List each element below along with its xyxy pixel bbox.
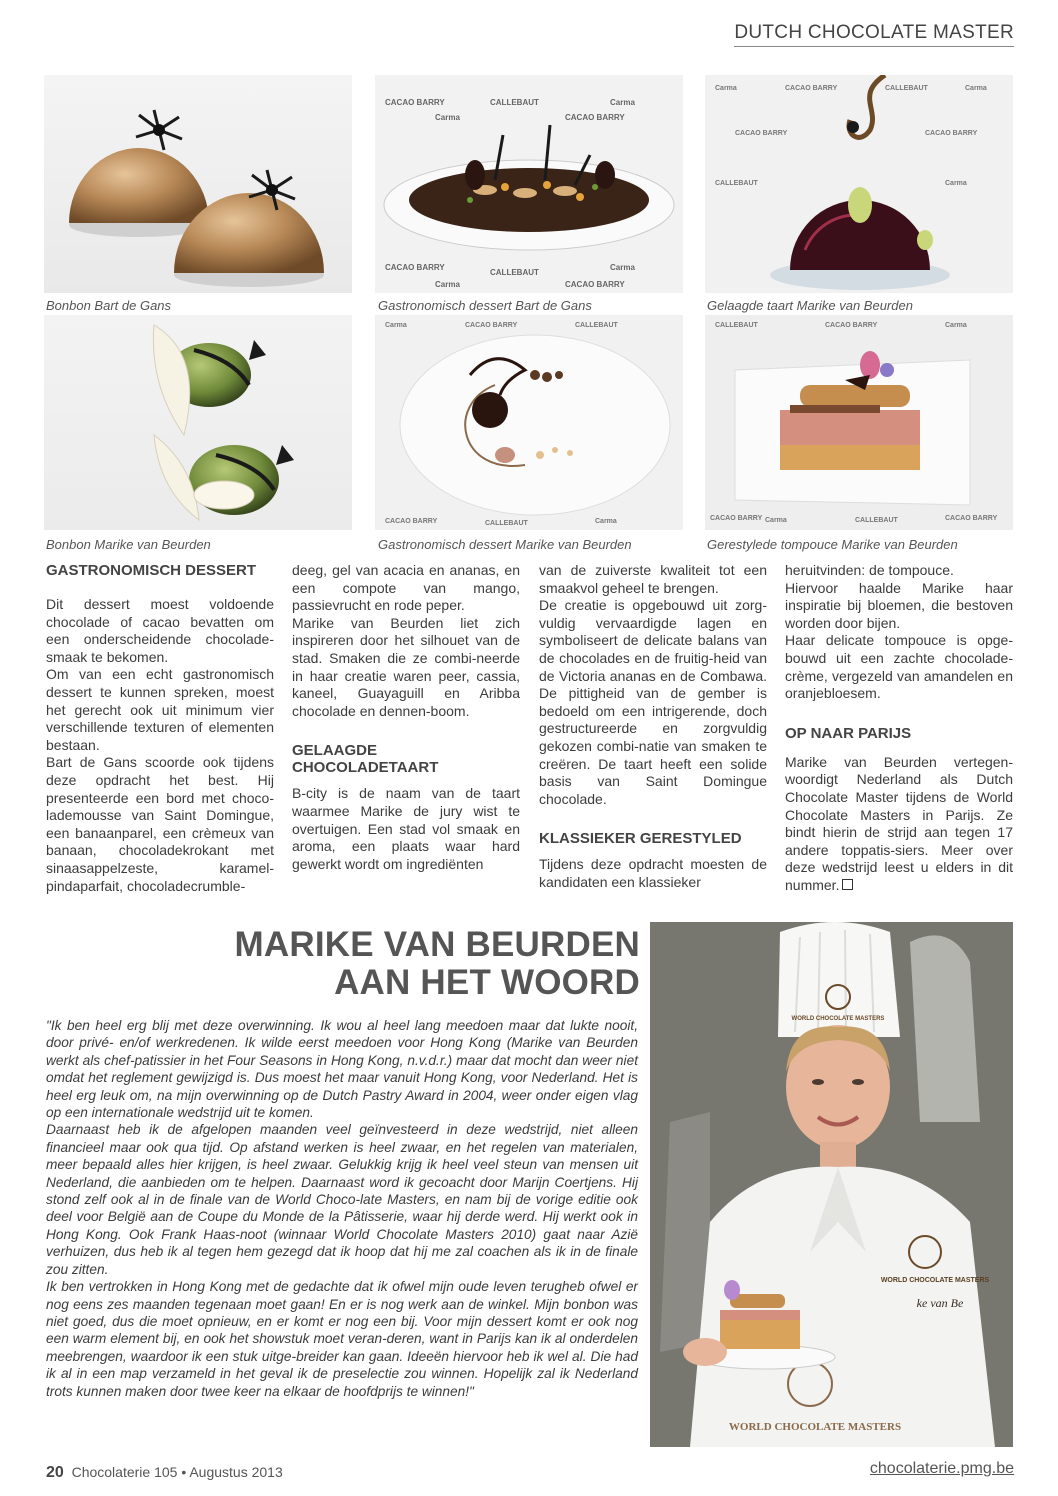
heading-gastronomisch-dessert: GASTRONOMISCH DESSERT [46, 562, 257, 579]
caption-taart-marike: Gelaagde taart Marike van Beurden [707, 298, 913, 313]
svg-text:Carma: Carma [435, 280, 460, 289]
heading-klassieker-gerestyled: KLASSIEKER GERESTYLED [539, 830, 742, 848]
svg-text:CACAO BARRY: CACAO BARRY [385, 263, 445, 272]
svg-text:CACAO BARRY: CACAO BARRY [825, 322, 878, 329]
paragraph: Haar delicate tompouce is opge-bouwd uit een zachte chocolade-crème, vergezeld van amandelen en oranjebloesem. [785, 632, 1013, 702]
svg-text:Carma: Carma [610, 98, 635, 107]
paragraph: heruitvinden: de tompouce. [785, 562, 954, 578]
svg-text:Carma: Carma [945, 322, 967, 329]
svg-text:Carma: Carma [435, 113, 460, 122]
page-footer-left [46, 1464, 283, 1482]
svg-text:CACAO BARRY: CACAO BARRY [565, 280, 625, 289]
caption-dessert-bart: Gastronomisch dessert Bart de Gans [378, 298, 592, 313]
photo-dessert-marike [375, 315, 683, 530]
paragraph: De creatie is opgebouwd uit zorg-vuldig vervaardigde lagen en symboliseert de delicate balans van de chocolades en de fruitig-heid van de Victoria ananas en de Combawa. De pittigheid van de gember is bedoeld om een intrigerende, doch gestructureerde en zorgvuldig gekozen combi-natie van smaken te creëren. De taart heeft een solide basis van Saint Domingue chocolade. [539, 597, 767, 807]
paragraph-text: Marike van Beurden vertegen-woordigt Nederland als Dutch Chocolate Master tijdens de World Chocolate Masters in Parijs. Ze bindt hierin de strijd aan tegen 17 andere toppatis-siers. Meer over deze wedstrijd leest u elders in dit nummer. [785, 753, 1013, 893]
paragraph: van de zuiverste kwaliteit tot een smaakvol geheel te brengen. [539, 562, 767, 596]
quote-paragraph: Daarnaast heb ik de afgelopen maanden veel geïnvesteerd in deze wedstrijd, niet alleen financieel maar ook qua tijd. Op afstand werken is heel zwaar, en het regelen van materialen, meer bepaald alles hier krijgen, is heel zwaar. Gelukkig krijg ik heel veel steun van mensen uit Nederland, die aanbieden om te helpen. Daarnaast word ik gecoacht door Marijn Coertjens. Hij stond zelf ook al in de finale van de World Choco-late Masters, en nam bij de vorige editie ook deel voor België aan de Coupe du Monde de la Pâtisserie, waar hij derde werd. Hij werkt ook in Hong Kong. Ook Frank Haas-noot (winnaar World Chocolate Masters 2010) gaat naar Azië verhuizen, dus heb ik al tegen hem gezegd dat ik hoop dat hij me zal coachen als ik in de finale zou zitten. [46, 1122, 638, 1277]
paragraph: B-city is de naam van de taart waarmee Marike de jury wist te overtuigen. Een stad vol smaak en aroma, een plaats waar hard gewerkt wordt om ingrediënten [292, 785, 520, 872]
feature-title-line-1: MARIKE VAN BEURDEN [234, 925, 640, 964]
paragraph: Marike van Beurden liet zich inspireren door het silhouet van de stad. Smaken die ze combi-neerde in haar creatie waren peer, cassia, kaneel, Guayaguill en Aribba chocolade en dennen-boom. [292, 614, 520, 719]
photo-bonbon-marike [44, 315, 352, 530]
svg-text:Carma: Carma [715, 85, 737, 92]
section-header: DUTCH CHOCOLATE MASTER [734, 22, 1014, 47]
paragraph: Om van een echt gastronomisch dessert te kunnen spreken, moest het gerecht ook uit minimum vier verschillende texturen of elementen bestaan. [46, 666, 274, 753]
article-column-2 [292, 562, 520, 873]
svg-text:CACAO BARRY: CACAO BARRY [785, 85, 838, 92]
svg-text:CALLEBAUT: CALLEBAUT [885, 85, 928, 92]
paragraph: deeg, gel van acacia en ananas, en een compote van mango, passievrucht en rode peper. [292, 562, 520, 614]
svg-text:CACAO BARRY: CACAO BARRY [565, 113, 625, 122]
svg-text:CALLEBAUT: CALLEBAUT [855, 517, 898, 524]
svg-text:Carma: Carma [595, 518, 617, 525]
jacket-logo-text: WORLD CHOCOLATE MASTERS [880, 1277, 990, 1284]
svg-text:CALLEBAUT: CALLEBAUT [715, 180, 758, 187]
article-column-1 [46, 562, 274, 895]
svg-text:CACAO BARRY: CACAO BARRY [465, 322, 518, 329]
page-number: 20 [46, 1464, 64, 1481]
svg-text:Carma: Carma [765, 517, 787, 524]
photo-bonbon-bart [44, 75, 352, 293]
paragraph: Hiervoor haalde Marike haar inspiratie bij bloemen, die bestoven worden door bijen. [785, 579, 1013, 631]
article-column-4 [785, 562, 1013, 895]
svg-text:CACAO BARRY: CACAO BARRY [945, 515, 998, 522]
interview-quote [46, 1017, 638, 1400]
portrait-marike-van-beurden [650, 922, 1013, 1447]
svg-text:CALLEBAUT: CALLEBAUT [490, 98, 539, 107]
svg-text:Carma: Carma [945, 180, 967, 187]
svg-text:CALLEBAUT: CALLEBAUT [490, 268, 539, 277]
svg-text:Carma: Carma [610, 263, 635, 272]
photo-tompouce-marike [705, 315, 1013, 530]
heading-gelaagde-chocoladetaart: GELAAGDE CHOCOLADETAART [292, 742, 439, 777]
quote-paragraph: Ik ben vertrokken in Hong Kong met de gedachte dat ik ofwel mijn oude leven terugheb ofwel er nog eens zes maanden tegenaan moet gaan! En er is nog werk aan de winkel. Mijn bonbon was niet goed, dus die moet opnieuw, en er komt er nog een bij. Voor mijn dessert komt er ook nog een warm element bij, en ook het showstuk moet veran-deren, want in Parijs kan ik al onderdelen meebrengen, waardoor ik een stuk uitge-breider kan gaan. Ideeën hiervoor heb ik wel al. Die had ik al in een map verzameld in het geval ik de preselectie zou winnen. Hopelijk zal ik Nederland trots kunnen maken door twee keer na elkaar de hoofdprijs te winnen!" [46, 1279, 638, 1399]
feature-title-line-2: AAN HET WOORD [334, 963, 640, 1002]
svg-text:Carma: Carma [385, 322, 407, 329]
svg-text:CACAO BARRY: CACAO BARRY [735, 130, 788, 137]
photo-dessert-bart [375, 75, 683, 293]
svg-text:CACAO BARRY: CACAO BARRY [925, 130, 978, 137]
caption-dessert-marike: Gastronomisch dessert Marike van Beurden [378, 537, 632, 552]
svg-text:CACAO BARRY: CACAO BARRY [385, 98, 445, 107]
paragraph: Tijdens deze opdracht moesten de kandidaten een klassieker [539, 856, 767, 890]
jacket-lower-logo-text: WORLD CHOCOLATE MASTERS [728, 1421, 902, 1433]
end-mark-icon [842, 879, 853, 890]
quote-paragraph: "Ik ben heel erg blij met deze overwinning. Ik wou al heel lang meedoen maar dat lukte nooit, door privé- en/of werkredenen. Ik wilde eerst meedoen voor Hong Kong (Marike van Beurden werkt als chef-patissier in het Four Seasons in Hong Kong, n.v.d.r.) maar dat mocht dan weer niet omdat het reglement gewijzigd is. Dus moest het maar vanuit Hong Kong, voor Nederland. Het is heel erg leuk om, na mijn overwinning op de Dutch Pastry Award in 2004, weer onder eigen vlag op een internationale wedstrijd uit te komen. [46, 1018, 638, 1121]
paragraph: Bart de Gans scoorde ook tijdens deze opdracht het best. Hij presenteerde een bord met choco-lademousse van Saint Domingue, een banaanparel, een crèmeux van banaan, chocoladekrokant met sinaasappelzeste, karamel-pindaparfait, chocoladecrumble- [46, 754, 274, 894]
website-link[interactable]: chocolaterie.pmg.be [869, 1460, 1014, 1477]
hat-logo-text: WORLD CHOCOLATE MASTERS [791, 1016, 885, 1022]
caption-bonbon-marike: Bonbon Marike van Beurden [46, 537, 211, 552]
issue-info: Chocolaterie 105 • Augustus 2013 [71, 1464, 283, 1480]
svg-text:CALLEBAUT: CALLEBAUT [485, 520, 528, 527]
paragraph: Dit dessert moest voldoende chocolade of cacao bevatten om een onderscheidende chocolade-smaak te bekomen. [46, 596, 274, 665]
heading-op-naar-parijs: OP NAAR PARIJS [785, 724, 912, 742]
photo-taart-marike [705, 75, 1013, 293]
svg-text:CACAO BARRY: CACAO BARRY [710, 515, 763, 522]
caption-bonbon-bart: Bonbon Bart de Gans [46, 298, 172, 313]
paragraph [785, 754, 1013, 895]
jacket-name-embroidery: ke van Be [916, 1296, 964, 1310]
caption-tompouce-marike: Gerestylede tompouce Marike van Beurden [707, 537, 958, 552]
feature-title [235, 926, 640, 1002]
article-column-3 [539, 562, 767, 892]
svg-text:CACAO BARRY: CACAO BARRY [385, 518, 438, 525]
svg-text:Carma: Carma [965, 85, 987, 92]
svg-text:CALLEBAUT: CALLEBAUT [715, 322, 758, 329]
svg-text:CALLEBAUT: CALLEBAUT [575, 322, 618, 329]
